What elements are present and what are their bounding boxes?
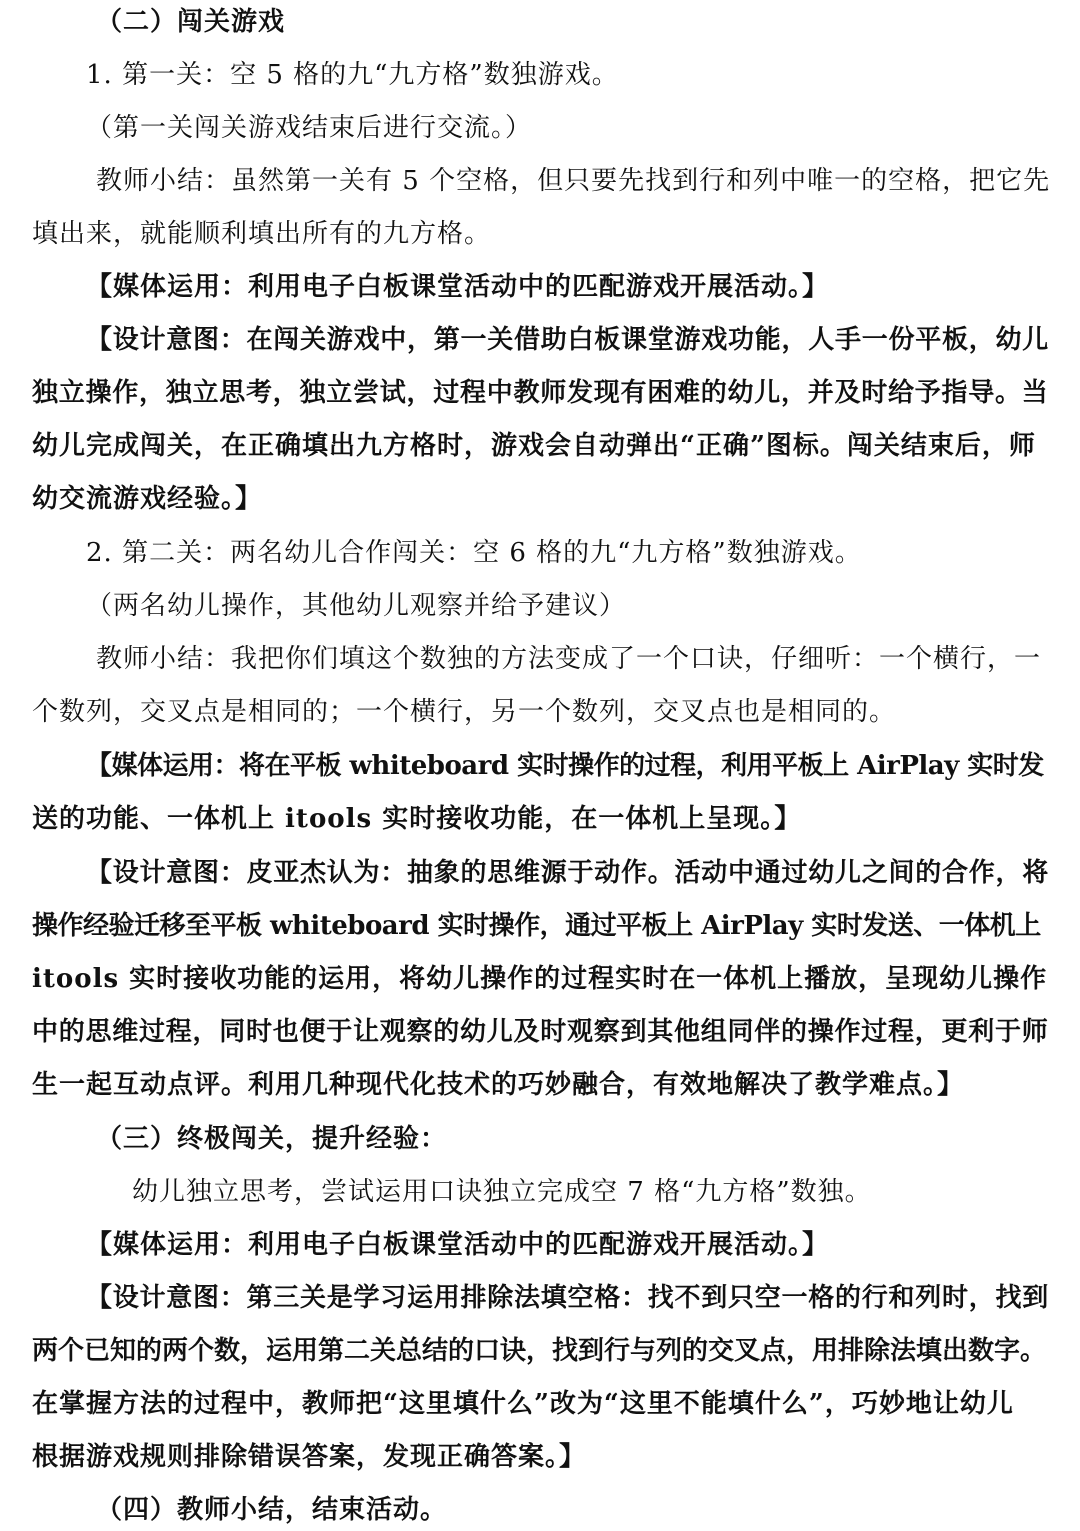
design-intent-line: 幼交流游戏经验。】 [32, 484, 263, 514]
section-heading: （四）教师小结，结束活动。 [96, 1495, 448, 1525]
level-note: （两名幼儿操作，其他幼儿观察并给予建议） [86, 591, 627, 621]
teacher-summary-line: 教师小结：虽然第一关有 5 个空格，但只要先找到行和列中唯一的空格，把它先 [96, 166, 1051, 196]
level-title: 2. 第二关：两名幼儿合作闯关：空 6 格的九“九方格”数独游戏。 [86, 538, 862, 568]
teacher-summary-line: 个数列，交叉点是相同的；一个横行，另一个数列，交叉点也是相同的。 [32, 697, 897, 727]
media-usage: 【媒体运用：利用电子白板课堂活动中的匹配游戏开展活动。】 [86, 1230, 830, 1260]
section-heading: （二）闯关游戏 [96, 7, 286, 37]
design-intent-line: 根据游戏规则排除错误答案，发现正确答案。】 [32, 1442, 587, 1472]
media-usage: 【媒体运用：利用电子白板课堂活动中的匹配游戏开展活动。】 [86, 272, 830, 302]
design-intent-line: 独立操作，独立思考，独立尝试，过程中教师发现有困难的幼儿，并及时给予指导。当 [32, 378, 1049, 408]
design-intent-line: 【设计意图：在闯关游戏中，第一关借助白板课堂游戏功能，人手一份平板，幼儿 [86, 325, 1050, 355]
design-intent-line: 【设计意图：皮亚杰认为：抽象的思维源于动作。活动中通过幼儿之间的合作，将 [86, 858, 1050, 888]
media-usage-line: 【媒体运用：将在平板 whiteboard 实时操作的过程，利用平板上 AirPlay 实时发 [86, 751, 1044, 781]
design-intent-line: 在掌握方法的过程中，教师把“这里填什么”改为“这里不能填什么”，巧妙地让幼儿 [32, 1389, 1014, 1419]
design-intent-line: 【设计意图：第三关是学习运用排除法填空格：找不到只空一格的行和列时，找到 [86, 1283, 1050, 1313]
level-title: 1. 第一关：空 5 格的九“九方格”数独游戏。 [86, 60, 619, 90]
design-intent-line: 幼儿完成闯关，在正确填出九方格时，游戏会自动弹出“正确”图标。闯关结束后，师 [32, 431, 1036, 461]
design-intent-line: itools 实时接收功能的运用，将幼儿操作的过程实时在一体机上播放，呈现幼儿操作 [32, 964, 1048, 994]
design-intent-line: 操作经验迁移至平板 whiteboard 实时操作，通过平板上 AirPlay 实时发送、一体机上 [32, 911, 1041, 941]
body-text: 幼儿独立思考，尝试运用口诀独立完成空 7 格“九方格”数独。 [132, 1177, 872, 1207]
design-intent-line: 生一起互动点评。利用几种现代化技术的巧妙融合，有效地解决了教学难点。】 [32, 1070, 965, 1100]
teacher-summary-line: 填出来，就能顺利填出所有的九方格。 [32, 219, 492, 249]
design-intent-line: 中的思维过程，同时也便于让观察的幼儿及时观察到其他组同伴的操作过程，更利于师 [32, 1017, 1049, 1047]
section-heading: （三）终极闯关，提升经验： [96, 1124, 448, 1154]
design-intent-line: 两个已知的两个数，运用第二关总结的口诀，找到行与列的交叉点，用排除法填出数字。 [32, 1336, 1047, 1366]
teacher-summary-line: 教师小结：我把你们填这个数独的方法变成了一个口诀，仔细听：一个横行，一 [96, 644, 1042, 674]
level-note: （第一关闯关游戏结束后进行交流。） [86, 113, 533, 143]
media-usage-line: 送的功能、一体机上 itools 实时接收功能，在一体机上呈现。】 [32, 804, 802, 834]
